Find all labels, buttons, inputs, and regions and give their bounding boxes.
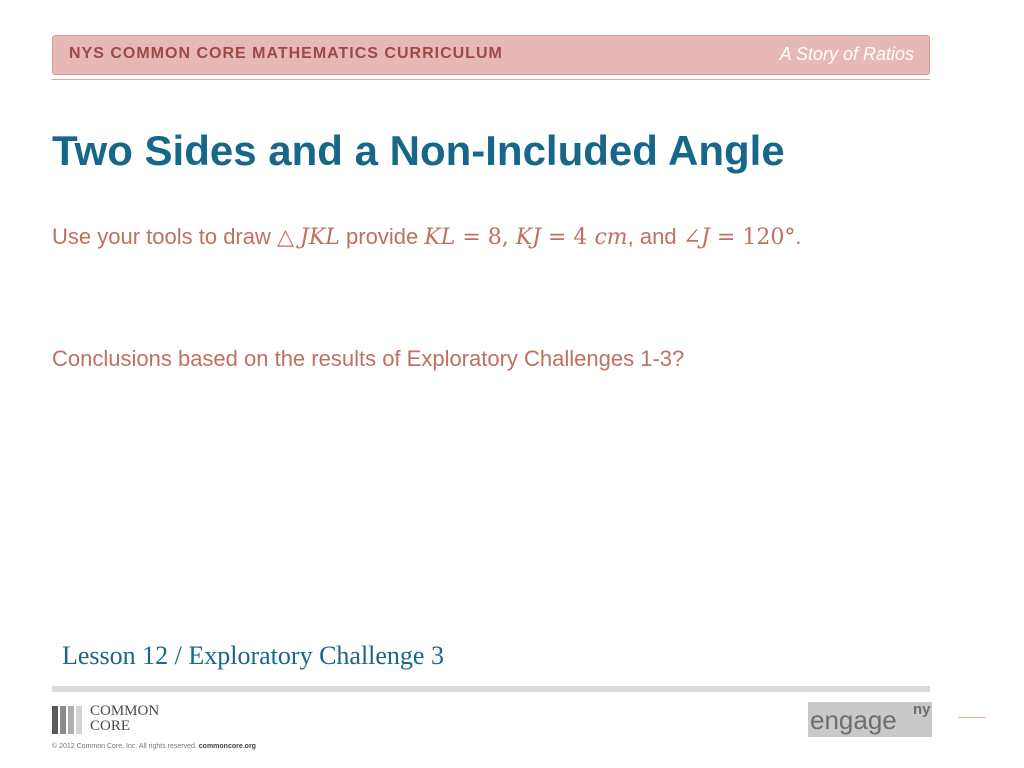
prompt-text-provide: provide (339, 224, 425, 249)
story-label: A Story of Ratios (779, 44, 914, 64)
triangle-name: JKL (300, 225, 340, 250)
conclusion-question: Conclusions based on the results of Exploratory Challenges 1-3? (52, 346, 685, 371)
triangle-symbol: △ (276, 225, 294, 250)
engage-wordmark: engage (810, 705, 897, 735)
prompt-period: . (795, 224, 802, 249)
prompt-text-and: , and (627, 224, 683, 249)
copyright-text: © 2012 Common Core, Inc. All rights reserved. (52, 743, 199, 750)
copyright-site: commoncore.org (198, 743, 256, 750)
copyright-notice (52, 743, 256, 750)
logo-line-core: CORE (90, 718, 131, 734)
header-banner (52, 35, 930, 75)
side-kj-value: = 4 (541, 225, 595, 250)
footer-divider (52, 686, 930, 692)
engage-ny-logo (808, 702, 932, 737)
logo-line-common: COMMON (90, 703, 160, 719)
curriculum-label: NYS COMMON CORE MATHEMATICS CURRICULUM (69, 45, 503, 62)
angle-symbol: ∠ (682, 225, 702, 250)
prompt-text-intro: Use your tools to draw (52, 224, 277, 249)
angle-value: = 120° (709, 225, 796, 250)
lesson-label: Lesson 12 / Exploratory Challenge 3 (62, 641, 444, 670)
angle-vertex: J (701, 225, 710, 250)
common-core-bars-icon (52, 706, 84, 734)
header-divider (52, 79, 930, 80)
common-core-wordmark (90, 704, 159, 734)
unit-label: cm (594, 225, 628, 250)
side-accent-line (958, 717, 986, 718)
slide-title: Two Sides and a Non-Included Angle (52, 127, 785, 174)
side-kl-label: KL (424, 225, 456, 250)
engage-ny-superscript: ny (913, 701, 931, 718)
construction-prompt (52, 224, 801, 250)
side-kl-value: = 8, (455, 225, 516, 250)
side-kj-label: KJ (515, 225, 542, 250)
